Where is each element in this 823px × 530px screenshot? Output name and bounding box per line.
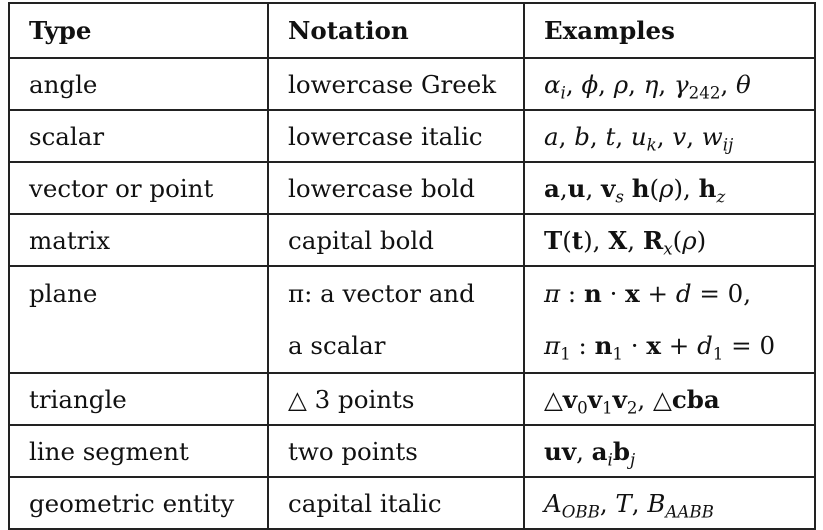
cell-type: vector or point	[9, 162, 268, 214]
table-row	[9, 373, 815, 425]
cell-examples: a, b, t, $u_k$, v, $w_{ij}$	[524, 110, 815, 162]
header-type: Type	[9, 3, 268, 58]
table-row	[9, 162, 815, 214]
header-notation: Notation	[268, 3, 524, 58]
cell-notation: capital italic	[268, 477, 524, 529]
cell-examples: T(t), X, $R_x(\rho)$	[524, 214, 815, 266]
table-row	[9, 425, 815, 477]
cell-type: matrix	[9, 214, 268, 266]
cell-examples: $\alpha_i$, ϕ, ρ, η, $\gamma_{242}$, θ	[524, 58, 815, 110]
cell-examples: a,u, $v_s$ h(ρ), $h_z$	[524, 162, 815, 214]
cell-notation: △ 3 points	[268, 373, 524, 425]
notation-table	[8, 2, 816, 530]
cell-notation: lowercase italic	[268, 110, 524, 162]
cell-type: line segment	[9, 425, 268, 477]
table-row	[9, 110, 815, 162]
cell-notation-line1: π: a vector and	[288, 278, 475, 308]
cell-type	[9, 266, 268, 373]
table-row	[9, 477, 815, 529]
table-row	[9, 214, 815, 266]
cell-notation-line2: a scalar	[288, 330, 386, 360]
cell-notation	[268, 266, 524, 373]
table-row	[9, 58, 815, 110]
header-examples: Examples	[524, 3, 815, 58]
cell-notation: lowercase bold	[268, 162, 524, 214]
cell-type: triangle	[9, 373, 268, 425]
cell-examples: $\triangle v_0v_1v_2$, △cba	[524, 373, 815, 425]
table-row	[9, 266, 815, 373]
cell-type: scalar	[9, 110, 268, 162]
cell-examples: $A_{OBB}$, T, $B_{AABB}$	[524, 477, 815, 529]
cell-examples: π : n · x + d = 0, $\pi_1$ : $n_1 \cdot x + d_1 = 0$	[524, 266, 815, 373]
cell-notation: capital bold	[268, 214, 524, 266]
cell-type: angle	[9, 58, 268, 110]
cell-notation: two points	[268, 425, 524, 477]
cell-type: geometric entity	[9, 477, 268, 529]
header-row	[9, 3, 815, 58]
cell-examples: uv, $a_ib_j$	[524, 425, 815, 477]
cell-notation: lowercase Greek	[268, 58, 524, 110]
cell-type-text: plane	[29, 278, 98, 308]
